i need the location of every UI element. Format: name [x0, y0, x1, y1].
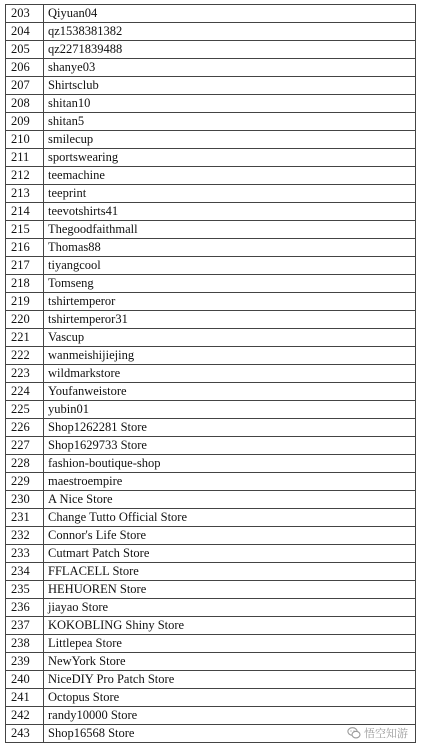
row-number: 215	[6, 221, 44, 239]
store-name: Shirtsclub	[44, 77, 416, 95]
row-number: 228	[6, 455, 44, 473]
table-row	[6, 509, 416, 527]
store-name: smilecup	[44, 131, 416, 149]
store-name: tshirtemperor	[44, 293, 416, 311]
row-number: 211	[6, 149, 44, 167]
store-name: Vascup	[44, 329, 416, 347]
store-name: NiceDIY Pro Patch Store	[44, 671, 416, 689]
store-name: Shop1629733 Store	[44, 437, 416, 455]
store-name: wanmeishijiejing	[44, 347, 416, 365]
store-name: Cutmart Patch Store	[44, 545, 416, 563]
store-name: fashion-boutique-shop	[44, 455, 416, 473]
row-number: 218	[6, 275, 44, 293]
table-row	[6, 455, 416, 473]
table-row	[6, 41, 416, 59]
table-row	[6, 527, 416, 545]
row-number: 230	[6, 491, 44, 509]
store-name: NewYork Store	[44, 653, 416, 671]
table-row	[6, 473, 416, 491]
store-name: teeprint	[44, 185, 416, 203]
row-number: 233	[6, 545, 44, 563]
row-number: 222	[6, 347, 44, 365]
row-number: 242	[6, 707, 44, 725]
row-number: 225	[6, 401, 44, 419]
row-number: 220	[6, 311, 44, 329]
table-row	[6, 131, 416, 149]
table-row	[6, 563, 416, 581]
store-name: yubin01	[44, 401, 416, 419]
row-number: 227	[6, 437, 44, 455]
row-number: 238	[6, 635, 44, 653]
table-row	[6, 77, 416, 95]
store-name: jiayao Store	[44, 599, 416, 617]
store-name: FFLACELL Store	[44, 563, 416, 581]
row-number: 214	[6, 203, 44, 221]
row-number: 232	[6, 527, 44, 545]
table-row	[6, 185, 416, 203]
row-number: 216	[6, 239, 44, 257]
row-number: 229	[6, 473, 44, 491]
row-number: 223	[6, 365, 44, 383]
table-row	[6, 689, 416, 707]
table-row	[6, 545, 416, 563]
table-row	[6, 419, 416, 437]
row-number: 243	[6, 725, 44, 743]
store-name: maestroempire	[44, 473, 416, 491]
row-number: 209	[6, 113, 44, 131]
row-number: 237	[6, 617, 44, 635]
store-name: teevotshirts41	[44, 203, 416, 221]
table-row	[6, 95, 416, 113]
row-number: 236	[6, 599, 44, 617]
row-number: 241	[6, 689, 44, 707]
table-row	[6, 275, 416, 293]
store-name: sportswearing	[44, 149, 416, 167]
row-number: 213	[6, 185, 44, 203]
table-row	[6, 581, 416, 599]
table-row	[6, 365, 416, 383]
store-name: wildmarkstore	[44, 365, 416, 383]
store-name: Octopus Store	[44, 689, 416, 707]
row-number: 235	[6, 581, 44, 599]
store-table	[5, 4, 416, 743]
store-name: Tomseng	[44, 275, 416, 293]
row-number: 212	[6, 167, 44, 185]
table-row	[6, 239, 416, 257]
store-name: Change Tutto Official Store	[44, 509, 416, 527]
table-row	[6, 635, 416, 653]
store-name: tiyangcool	[44, 257, 416, 275]
table-row	[6, 311, 416, 329]
table-row	[6, 671, 416, 689]
table-row	[6, 203, 416, 221]
store-list-document	[5, 4, 416, 743]
row-number: 226	[6, 419, 44, 437]
table-row	[6, 437, 416, 455]
table-row	[6, 167, 416, 185]
store-name: Thomas88	[44, 239, 416, 257]
row-number: 240	[6, 671, 44, 689]
row-number: 205	[6, 41, 44, 59]
row-number: 208	[6, 95, 44, 113]
row-number: 221	[6, 329, 44, 347]
table-row	[6, 149, 416, 167]
watermark-text: 悟空知游	[364, 727, 408, 740]
table-row	[6, 5, 416, 23]
store-name: Qiyuan04	[44, 5, 416, 23]
row-number: 206	[6, 59, 44, 77]
table-row	[6, 221, 416, 239]
store-name: Shop16568 Store	[44, 725, 416, 743]
store-name: teemachine	[44, 167, 416, 185]
store-name: shitan5	[44, 113, 416, 131]
row-number: 204	[6, 23, 44, 41]
store-name: shitan10	[44, 95, 416, 113]
row-number: 210	[6, 131, 44, 149]
table-row	[6, 329, 416, 347]
wechat-icon	[347, 726, 361, 740]
row-number: 203	[6, 5, 44, 23]
store-name: HEHUOREN Store	[44, 581, 416, 599]
table-row	[6, 617, 416, 635]
row-number: 234	[6, 563, 44, 581]
row-number: 239	[6, 653, 44, 671]
store-name: KOKOBLING Shiny Store	[44, 617, 416, 635]
row-number: 207	[6, 77, 44, 95]
table-row	[6, 257, 416, 275]
table-row	[6, 293, 416, 311]
store-name: Littlepea Store	[44, 635, 416, 653]
store-name: shanye03	[44, 59, 416, 77]
table-row	[6, 347, 416, 365]
table-row	[6, 23, 416, 41]
table-row	[6, 59, 416, 77]
store-table-body	[6, 5, 416, 743]
store-name: randy10000 Store	[44, 707, 416, 725]
table-row	[6, 653, 416, 671]
store-name: Thegoodfaithmall	[44, 221, 416, 239]
table-row	[6, 383, 416, 401]
row-number: 219	[6, 293, 44, 311]
row-number: 231	[6, 509, 44, 527]
store-name: Youfanweistore	[44, 383, 416, 401]
store-name: Connor's Life Store	[44, 527, 416, 545]
row-number: 224	[6, 383, 44, 401]
store-name: tshirtemperor31	[44, 311, 416, 329]
row-number: 217	[6, 257, 44, 275]
store-name: qz2271839488	[44, 41, 416, 59]
watermark	[345, 725, 410, 741]
store-name: Shop1262281 Store	[44, 419, 416, 437]
table-row	[6, 113, 416, 131]
table-row	[6, 491, 416, 509]
table-row	[6, 707, 416, 725]
table-row	[6, 599, 416, 617]
table-row	[6, 401, 416, 419]
store-name: A Nice Store	[44, 491, 416, 509]
store-name: qz1538381382	[44, 23, 416, 41]
